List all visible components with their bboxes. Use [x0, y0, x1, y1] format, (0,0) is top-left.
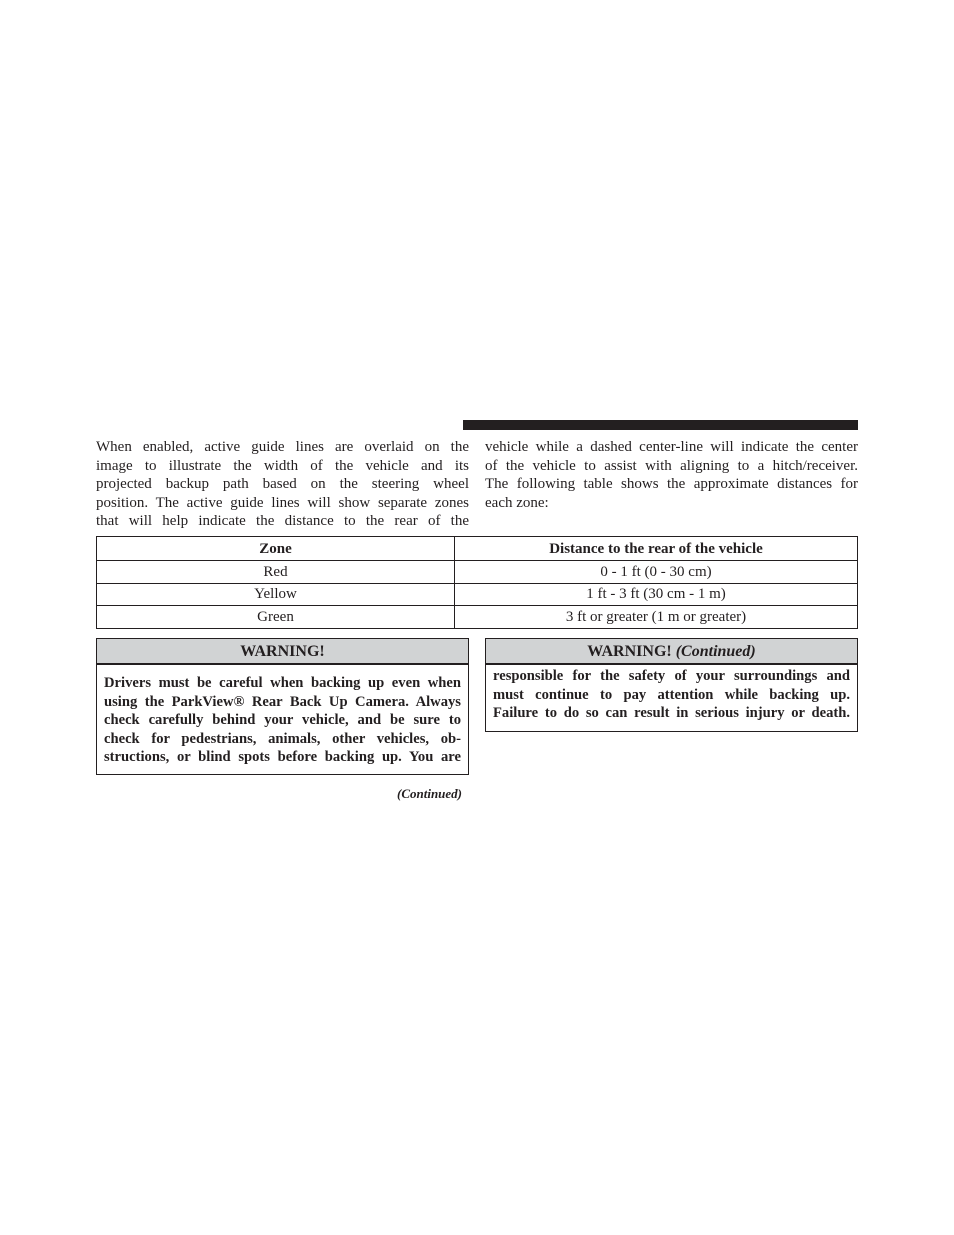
paragraph-line: When enabled, active guide lines are overlaid on the	[96, 439, 469, 455]
zone-distance-table	[96, 536, 858, 629]
paragraph-line: each zone:	[485, 494, 549, 511]
warning-body	[97, 665, 468, 767]
warning-title-continued: (Continued)	[675, 643, 756, 660]
table-header-row	[97, 537, 858, 561]
column-header-zone: Zone	[97, 537, 455, 561]
table-row	[97, 561, 858, 584]
paragraph-line: image to illustrate the width of the vehicle and its	[96, 457, 469, 474]
warning-title	[97, 639, 468, 665]
paragraph-line: that will help indicate the distance to the rear of the	[96, 513, 469, 530]
warning-line: using the ParkView® Rear Back Up Camera. Always	[104, 693, 461, 710]
distance-cell: 0 - 1 ft (0 - 30 cm)	[455, 561, 858, 584]
table-row	[97, 583, 858, 606]
warning-line: Failure to do so can result in serious injury or death.	[493, 705, 850, 722]
paragraph-line: The following table shows the approximate distances for	[485, 476, 858, 493]
warning-line: must continue to pay attention while backing up.	[493, 686, 850, 703]
warning-title	[486, 639, 857, 665]
column-header-distance: Distance to the rear of the vehicle	[455, 537, 858, 561]
paragraph-line: position. The active guide lines will show separate zones	[96, 494, 469, 511]
warning-title-text: WARNING!	[240, 643, 325, 660]
warning-title-text: WARNING!	[587, 643, 672, 660]
zone-cell: Green	[97, 606, 455, 629]
body-paragraph-left	[96, 438, 469, 531]
warning-line: check carefully behind your vehicle, and be sure to	[104, 712, 461, 729]
section-header-bar	[463, 420, 858, 430]
warning-line: Drivers must be careful when backing up even when	[104, 675, 461, 691]
paragraph-line: vehicle while a dashed center-line will indicate the center	[485, 439, 858, 455]
warning-box-left	[96, 638, 469, 775]
warning-body	[486, 665, 857, 723]
zone-cell: Red	[97, 561, 455, 584]
distance-cell: 3 ft or greater (1 m or greater)	[455, 606, 858, 629]
warning-line: structions, or blind spots before backing up. You are	[104, 749, 461, 766]
warning-line: check for pedestrians, animals, other vehicles, ob-	[104, 730, 461, 747]
warning-line: responsible for the safety of your surroundings and	[493, 668, 850, 684]
warning-box-right	[485, 638, 858, 732]
body-paragraph-right	[485, 438, 858, 512]
zone-cell: Yellow	[97, 583, 455, 606]
table-row	[97, 606, 858, 629]
paragraph-line: of the vehicle to assist with aligning to a hitch/receiver.	[485, 457, 858, 474]
distance-cell: 1 ft - 3 ft (30 cm - 1 m)	[455, 583, 858, 606]
continued-label: (Continued)	[396, 786, 462, 801]
paragraph-line: projected backup path based on the steering wheel	[96, 476, 469, 493]
